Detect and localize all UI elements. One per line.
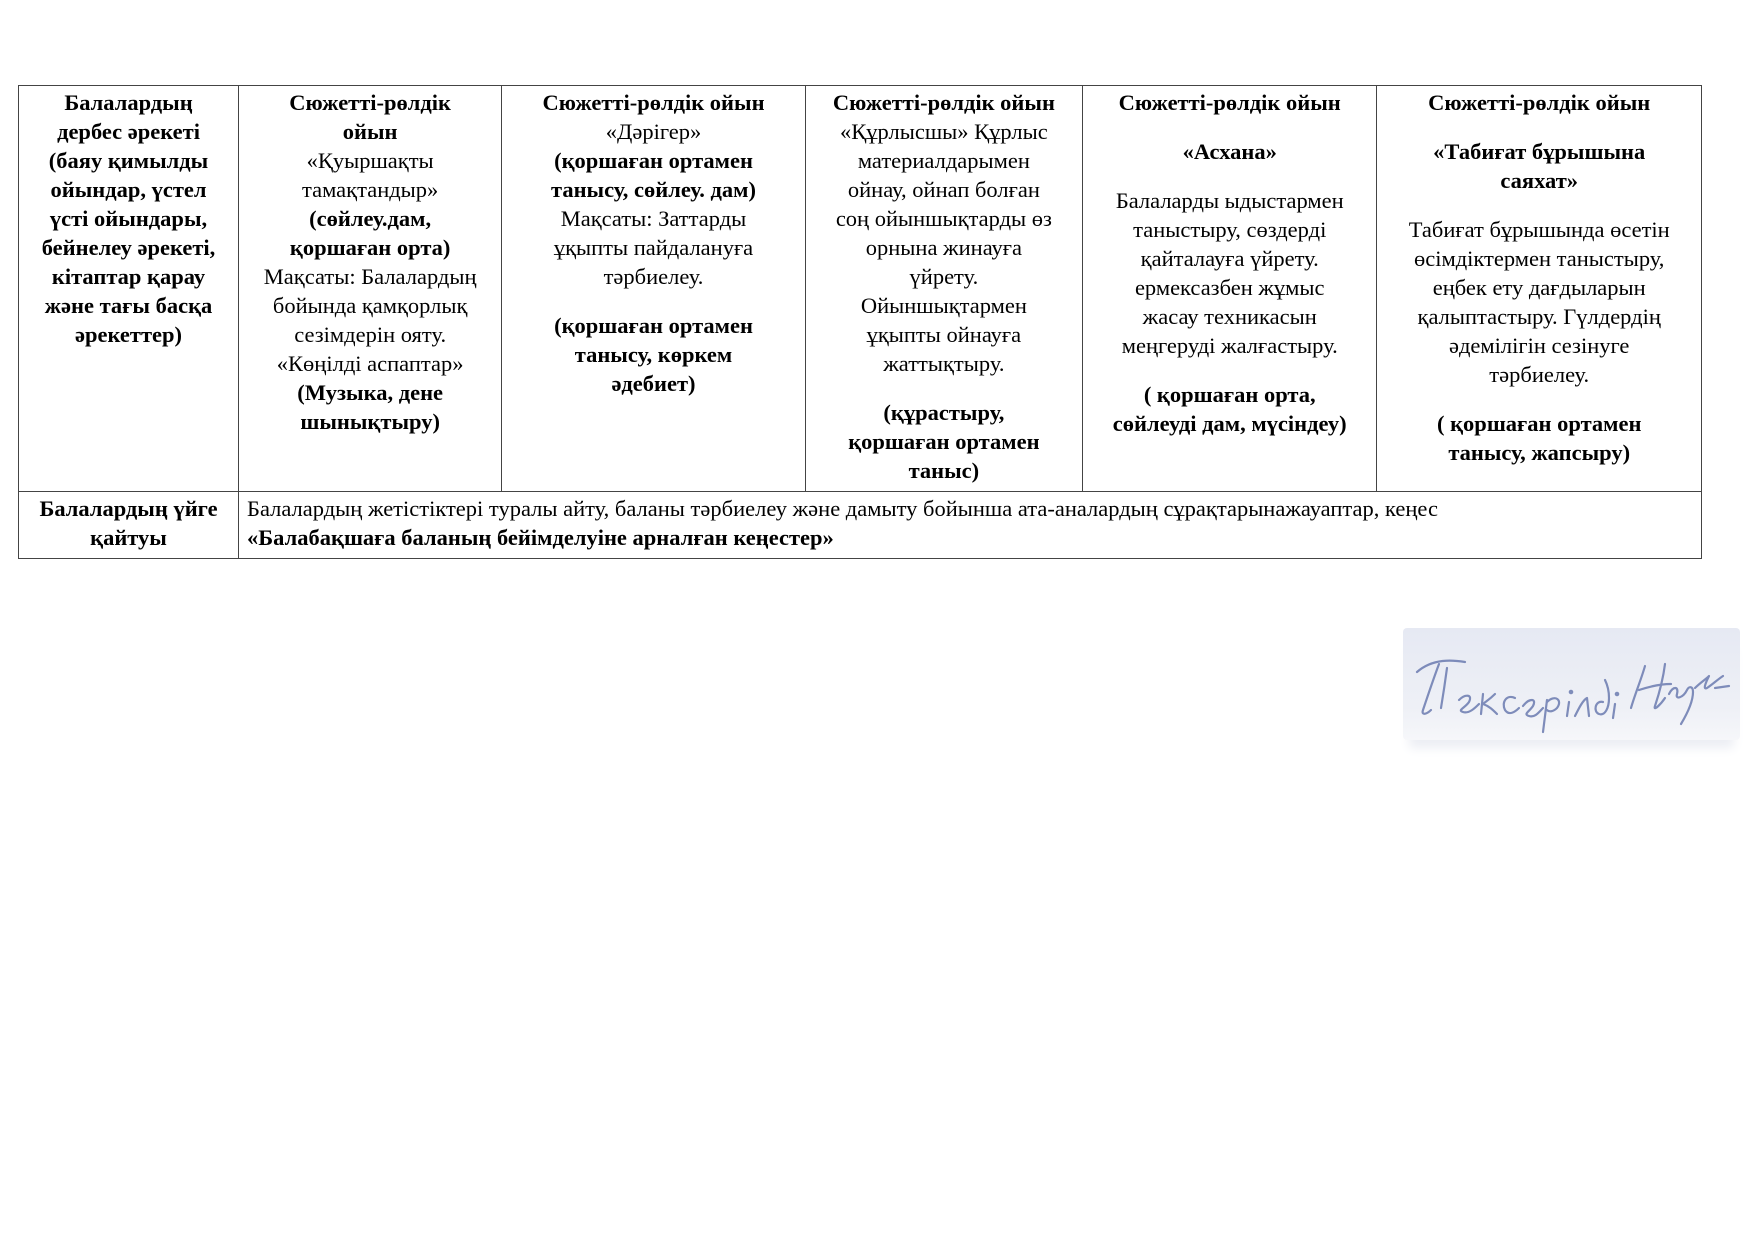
game-goal: Мақсаты: Балалардың бойында қамқорлық сезімдерін ояту. — [263, 264, 477, 347]
game-name-secondary: «Көңілді аспаптар» — [276, 351, 464, 376]
learning-areas: ( қоршаған ортамен танысу, жапсыру) — [1436, 411, 1642, 465]
game-name: «Қуыршақты тамақтандыр» — [302, 148, 439, 202]
table-row-independent-activity — [19, 86, 1702, 492]
learning-areas-secondary: (Музыка, дене шынықтыру) — [297, 380, 444, 434]
consultation-title: «Балабақшаға баланың бейімделуіне арналған кеңестер» — [247, 525, 834, 550]
game-description: «Құрлысшы» Құрлыс материалдарымен ойнау, ойнап болған соң ойыншықтарды өз орнына жинауға үйрету. Ойыншықтармен ұқыпты ойнауға жаттықтыру. — [835, 119, 1052, 376]
signature-icon — [1403, 628, 1740, 740]
game-title: Сюжетті-рөлдік ойын — [542, 90, 765, 115]
verification-signature-stamp — [1403, 628, 1740, 740]
learning-areas: (сөйлеу.дам, қоршаған орта) — [289, 206, 451, 260]
game-title: Сюжетті-рөлдік ойын — [1428, 90, 1651, 115]
row-label-independent-activity: Балалардың дербес әрекеті (баяу қимылды ойындар, үстел үсті ойындары, бейнелеу әрекеті, кітаптар қарау және тағы басқа әрекеттер) — [19, 86, 239, 492]
activity-plan-table — [18, 85, 1702, 559]
game-description: Табиғат бұрышында өсетін өсімдіктермен таныстыру, еңбек ету дағдыларын қалыптастыру. Гүлдердің әдемілігін сезінуге тәрбиелеу. — [1408, 217, 1670, 387]
game-title: Сюжетті-рөлдік ойын — [832, 90, 1055, 115]
going-home-notes — [239, 492, 1702, 559]
game-description: Балаларды ыдыстармен таныстыру, сөздерді қайталауға үйрету. ермексазбен жұмыс жасау техникасын меңгеруді жалғастыру. — [1115, 188, 1344, 358]
learning-areas-secondary: (қоршаған ортамен танысу, көркем әдебиет) — [554, 313, 753, 396]
activity-cell-builder — [805, 86, 1082, 492]
game-name: «Дәрігер» — [605, 119, 702, 144]
learning-areas: (құрастыру, қоршаған ортамен таныс) — [848, 400, 1040, 483]
game-title: Сюжетті-рөлдік ойын — [289, 90, 452, 144]
game-title: Сюжетті-рөлдік ойын — [1118, 90, 1341, 115]
learning-areas: (қоршаған ортамен танысу, сөйлеу. дам) — [551, 148, 756, 202]
game-name: «Асхана» — [1182, 139, 1277, 164]
row-label-going-home: Балалардың үйге қайтуы — [19, 492, 239, 559]
learning-areas: ( қоршаған орта, сөйлеуді дам, мүсіндеу) — [1112, 382, 1347, 436]
activity-cell-kitchen — [1083, 86, 1377, 492]
game-name: «Табиғат бұрышына саяхат» — [1433, 139, 1646, 193]
activity-cell-doll-feeding — [239, 86, 502, 492]
going-home-text: Балалардың жетістіктері туралы айту, баланы тәрбиелеу және дамыту бойынша ата-аналардың сұрақтарынажауаптар, кеңес — [247, 496, 1438, 521]
activity-cell-doctor — [502, 86, 805, 492]
table-row-going-home — [19, 492, 1702, 559]
activity-cell-nature-corner — [1377, 86, 1702, 492]
game-goal: Мақсаты: Заттарды ұқыпты пайдалануға тәрбиелеу. — [553, 206, 754, 289]
